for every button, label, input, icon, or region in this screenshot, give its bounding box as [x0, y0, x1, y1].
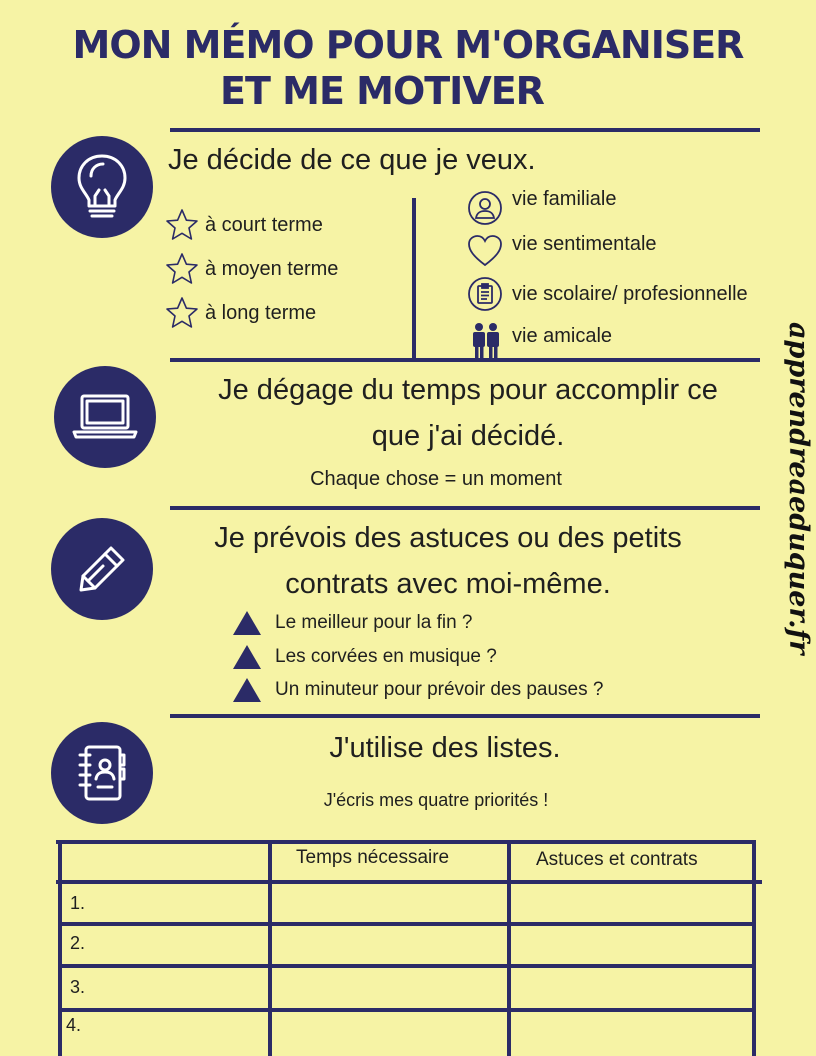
triangle-bullet-icon [232, 677, 262, 703]
table-rule [56, 880, 762, 884]
tip-item [232, 610, 473, 636]
area-label: vie familiale [512, 187, 617, 210]
pencil-icon [51, 518, 153, 620]
tip-label: Les corvées en musique ? [275, 646, 497, 667]
table-header-time: Temps nécessaire [296, 847, 450, 868]
side-website-text: apprendreaeduquer.fr [783, 322, 814, 655]
section2-heading-line-1: Je dégage du temps pour accomplir ce [218, 374, 718, 406]
table-col-rule [507, 840, 511, 1056]
title-line-2: ET ME MOTIVER [220, 69, 544, 113]
laptop-icon [54, 366, 156, 468]
notebook-icon [51, 722, 153, 824]
table-row-number: 4. [66, 1015, 82, 1035]
separator-4 [170, 714, 760, 718]
area-item [467, 276, 748, 312]
clipboard-icon [467, 276, 503, 312]
friends-icon [470, 322, 502, 362]
table-col-rule [752, 840, 756, 1056]
section3-heading [160, 516, 736, 606]
title-line-1: MON MÉMO POUR M'ORGANISER [72, 23, 744, 67]
table-rule [60, 964, 756, 968]
page-title [0, 22, 816, 114]
section2-heading-line-2: que j'ai décidé. [371, 420, 565, 452]
table-rule [56, 840, 756, 844]
section3-heading-line-1: Je prévois des astuces ou des petits [214, 522, 682, 554]
table-col-rule [58, 840, 62, 1056]
tip-label: Un minuteur pour prévoir des pauses ? [275, 679, 604, 700]
section1-divider [412, 198, 416, 360]
term-item [165, 208, 323, 242]
term-label: à court terme [205, 213, 323, 236]
heart-icon [467, 234, 503, 268]
term-item [165, 252, 338, 286]
area-item [467, 234, 657, 268]
table-row-number: 1. [70, 893, 86, 913]
term-label: à moyen terme [205, 257, 339, 280]
lightbulb-icon [51, 136, 153, 238]
star-icon [165, 296, 199, 330]
area-item [467, 187, 617, 226]
separator-2 [170, 358, 760, 362]
section2-subtext: Chaque chose = un moment [310, 468, 562, 490]
separator-3 [170, 506, 760, 510]
separator-1 [170, 128, 760, 132]
term-label: à long terme [205, 301, 317, 324]
triangle-bullet-icon [232, 610, 262, 636]
section3-heading-line-2: contrats avec moi-même. [285, 568, 611, 600]
star-icon [165, 208, 199, 242]
table-row-number: 2. [70, 933, 86, 953]
table-rule [60, 1008, 756, 1012]
section4-heading: J'utilise des listes. [329, 732, 561, 764]
tip-item [232, 644, 497, 670]
tip-item [232, 677, 603, 703]
section1-heading: Je décide de ce que je veux. [168, 144, 536, 176]
triangle-bullet-icon [232, 644, 262, 670]
section2-heading [170, 368, 766, 458]
section4-subtext: J'écris mes quatre priorités ! [323, 790, 549, 810]
term-item [165, 296, 316, 330]
table-row-number: 3. [70, 977, 86, 997]
person-icon [467, 190, 503, 226]
area-item [470, 322, 612, 362]
area-label: vie scolaire/ profesionnelle [512, 282, 748, 305]
tip-label: Le meilleur pour la fin ? [275, 612, 473, 633]
table-header-tips: Astuces et contrats [536, 849, 698, 870]
table-col-rule [268, 840, 272, 1056]
table-rule [60, 922, 756, 926]
star-icon [165, 252, 199, 286]
area-label: vie sentimentale [512, 232, 657, 255]
area-label: vie amicale [512, 324, 613, 347]
